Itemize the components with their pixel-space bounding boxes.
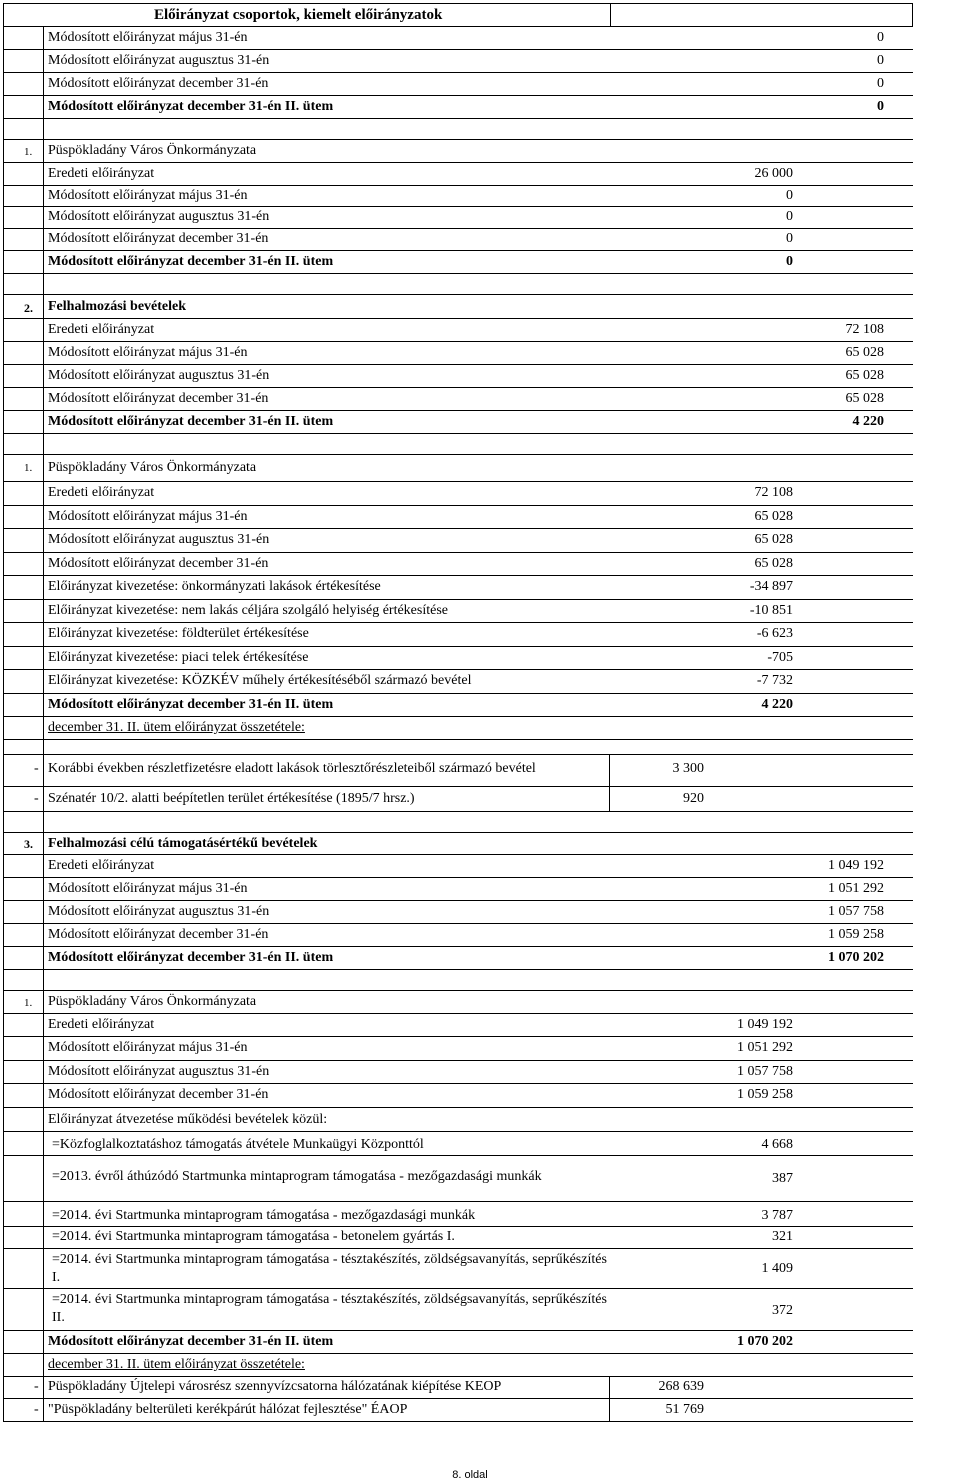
section-header — [4, 833, 913, 855]
table-row: Módosított előirányzat december 31-én II. ütem 4 220 — [4, 411, 913, 434]
section-marker: 1. — [24, 146, 33, 158]
table-row: Módosított előirányzat május 31-én 65 028 — [4, 342, 913, 365]
spacer-row — [4, 812, 913, 833]
table-row: Módosított előirányzat május 31-én 1 051 292 — [4, 1037, 913, 1061]
transfer-row: =2014. évi Startmunka mintaprogram támogatása - tésztakészítés, zöldségsavanyítás, seprűkészítés I. 1 409 — [4, 1249, 913, 1289]
table-row: Módosított előirányzat augusztus 31-én 65 028 — [4, 365, 913, 388]
list-item: - Korábbi években részletfizetésre eladott lakások törlesztőrészleteiből származó bevétel 3 300 — [4, 755, 913, 787]
table-row: Módosított előirányzat december 31-én 1 059 258 — [4, 924, 913, 947]
transfer-label-row: Előirányzat átvezetése működési bevételek közül: — [4, 1108, 913, 1132]
list-item: - Szénatér 10/2. alatti beépítetlen terület értékesítése (1895/7 hrsz.) 920 — [4, 787, 913, 812]
section-header — [4, 295, 913, 319]
table-row: Módosított előirányzat december 31-én II. ütem 4 220 — [4, 694, 913, 717]
section-name: Felhalmozási célú támogatásértékű bevételek — [48, 836, 318, 851]
table-row: Előirányzat kivezetése: KÖZKÉV műhely értékesítéséből származó bevétel -7 732 — [4, 670, 913, 694]
table-row: Módosított előirányzat december 31-én 0 — [4, 73, 913, 96]
list-item: - "Püspökladány belterületi kerékpárút hálózat fejlesztése" ÉAOP 51 769 — [4, 1399, 913, 1422]
table-row: Módosított előirányzat december 31-én 65 028 — [4, 388, 913, 411]
composition-label-row: december 31. II. ütem előirányzat összetétele: — [4, 717, 913, 740]
table-row: Módosított előirányzat december 31-én 0 — [4, 229, 913, 251]
table-row: Módosított előirányzat május 31-én 1 051 292 — [4, 878, 913, 901]
page-number: 8. oldal — [452, 1469, 488, 1481]
table-row: Módosított előirányzat december 31-én 65 028 — [4, 553, 913, 576]
table-row: Eredeti előirányzat 72 108 — [4, 319, 913, 342]
table-row: Módosított előirányzat május 31-én 0 — [4, 27, 913, 50]
table-row: Előirányzat kivezetése: földterület értékesítése -6 623 — [4, 623, 913, 647]
transfer-row: =2013. évről áthúzódó Startmunka mintaprogram támogatása - mezőgazdasági munkák 387 — [4, 1156, 913, 1202]
table-row: Módosított előirányzat augusztus 31-én 65 028 — [4, 529, 913, 553]
table-row: Módosított előirányzat május 31-én 0 — [4, 186, 913, 207]
table-row: Módosított előirányzat augusztus 31-én 1 057 758 — [4, 1061, 913, 1084]
spacer-row — [4, 434, 913, 455]
section-marker: 1. — [24, 462, 33, 474]
table-row: Módosított előirányzat december 31-én 1 059 258 — [4, 1084, 913, 1108]
section-marker: 3. — [24, 837, 33, 851]
transfer-row: =2014. évi Startmunka mintaprogram támogatása - betonelem gyártás I. 321 — [4, 1227, 913, 1249]
page-title: Előirányzat csoportok, kiemelt előirányzatok — [154, 7, 443, 23]
spacer-row — [4, 274, 913, 295]
table-row: Módosított előirányzat augusztus 31-én 1 057 758 — [4, 901, 913, 924]
composition-label-row: december 31. II. ütem előirányzat összetétele: — [4, 1354, 913, 1377]
table-row: Eredeti előirányzat 1 049 192 — [4, 1014, 913, 1037]
table-row: Módosított előirányzat december 31-én II. ütem 1 070 202 — [4, 947, 913, 970]
table-row: Előirányzat kivezetése: nem lakás céljára szolgáló helyiség értékesítése -10 851 — [4, 600, 913, 623]
table-row: Módosított előirányzat augusztus 31-én 0 — [4, 50, 913, 73]
section-marker: 1. — [24, 997, 33, 1009]
table-row: Eredeti előirányzat 26 000 — [4, 163, 913, 186]
transfer-row: =Közfoglalkoztatáshoz támogatás átvétele Munkaügyi Központtól 4 668 — [4, 1132, 913, 1156]
spacer-row — [4, 970, 913, 991]
list-item: - Püspökladány Újtelepi városrész szennyvízcsatorna hálózatának kiépítése KEOP 268 639 — [4, 1377, 913, 1399]
section-header — [4, 991, 913, 1014]
table-row: Módosított előirányzat augusztus 31-én 0 — [4, 207, 913, 229]
transfer-row: =2014. évi Startmunka mintaprogram támogatása - tésztakészítés, zöldségsavanyítás, seprűkészítés II. 372 — [4, 1289, 913, 1331]
section-marker: 2. — [24, 301, 33, 315]
table-row: Eredeti előirányzat 1 049 192 — [4, 855, 913, 878]
table-row: Módosított előirányzat december 31-én II. ütem 0 — [4, 96, 913, 119]
spacer-row — [4, 119, 913, 140]
section-name: Püspökladány Város Önkormányzata — [48, 994, 257, 1009]
header-row — [4, 4, 913, 27]
section-name: Felhalmozási bevételek — [48, 299, 187, 314]
table-row: Módosított előirányzat december 31-én II. ütem 0 — [4, 251, 913, 274]
table-row: Módosított előirányzat december 31-én II. ütem 1 070 202 — [4, 1331, 913, 1354]
budget-sheet — [3, 3, 913, 1422]
table-row: Módosított előirányzat május 31-én 65 028 — [4, 506, 913, 529]
section-name: Püspökladány Város Önkormányzata — [48, 460, 257, 475]
transfer-row: =2014. évi Startmunka mintaprogram támogatása - mezőgazdasági munkák 3 787 — [4, 1202, 913, 1227]
section-header — [4, 140, 913, 163]
spacer-row — [4, 740, 913, 755]
table-row: Előirányzat kivezetése: önkormányzati lakások értékesítése -34 897 — [4, 576, 913, 600]
table-row: Előirányzat kivezetése: piaci telek értékesítése -705 — [4, 647, 913, 670]
section-header — [4, 455, 913, 482]
section-name: Püspökladány Város Önkormányzata — [48, 143, 257, 158]
table-row: Eredeti előirányzat 72 108 — [4, 482, 913, 506]
